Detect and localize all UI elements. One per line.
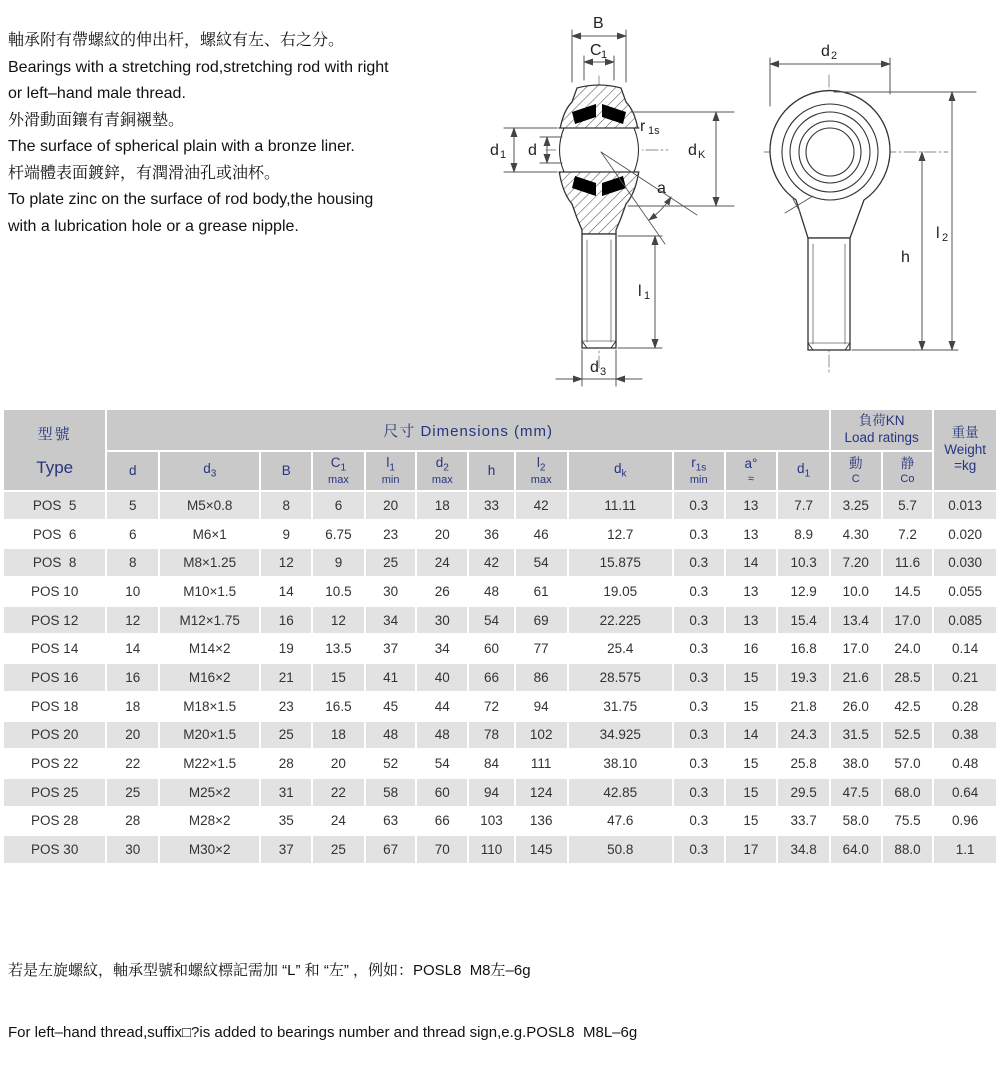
- table-row: [3, 491, 997, 520]
- value-cell: 1.1: [933, 835, 997, 864]
- value-cell: 16.8: [777, 634, 830, 663]
- value-cell: 15.875: [568, 548, 673, 577]
- value-cell: 47.6: [568, 807, 673, 836]
- col-header-d1: $d_1$: [777, 451, 830, 491]
- value-cell: 3.25: [830, 491, 882, 520]
- value-cell: 16: [260, 606, 312, 635]
- dim-label-l2-sub: 2: [942, 232, 949, 244]
- value-cell: 25: [106, 778, 159, 807]
- value-cell: 22: [106, 749, 159, 778]
- value-cell: 14: [725, 548, 778, 577]
- value-cell: 24.3: [777, 721, 830, 750]
- value-cell: 8.9: [777, 520, 830, 549]
- col-header-type: [3, 409, 106, 491]
- value-cell: 33.7: [777, 807, 830, 836]
- value-cell: 0.3: [673, 692, 725, 721]
- table-row: [3, 520, 997, 549]
- value-cell: 15: [725, 663, 778, 692]
- value-cell: 20: [106, 721, 159, 750]
- value-cell: 5: [106, 491, 159, 520]
- dim-label-l1-sub: 1: [644, 290, 651, 302]
- value-cell: 70: [416, 835, 468, 864]
- value-cell: 0.085: [933, 606, 997, 635]
- col-header-l2: $l_2$ max: [515, 451, 568, 491]
- value-cell: 0.48: [933, 749, 997, 778]
- dim-label-h: h: [901, 249, 910, 266]
- value-cell: 94: [468, 778, 515, 807]
- value-cell: 46: [515, 520, 568, 549]
- col-header-static-Co: 静 Co: [882, 451, 934, 491]
- value-cell: 0.3: [673, 778, 725, 807]
- value-cell: 28.5: [882, 663, 934, 692]
- value-cell: 17: [725, 835, 778, 864]
- table-row: [3, 749, 997, 778]
- value-cell: 42.85: [568, 778, 673, 807]
- value-cell: 26.0: [830, 692, 882, 721]
- intro-text: [8, 28, 466, 240]
- weight-header-en: Weight: [944, 441, 987, 457]
- table-row: [3, 634, 997, 663]
- value-cell: 42: [468, 548, 515, 577]
- value-cell: M10×1.5: [159, 577, 260, 606]
- dim-label-dk-sub: K: [698, 149, 706, 161]
- value-cell: 67: [365, 835, 417, 864]
- top-section: [0, 0, 1000, 405]
- col-header-l1: $l_1$ min: [365, 451, 417, 491]
- value-cell: 60: [468, 634, 515, 663]
- value-cell: 19.05: [568, 577, 673, 606]
- value-cell: 145: [515, 835, 568, 864]
- value-cell: 37: [260, 835, 312, 864]
- value-cell: 15.4: [777, 606, 830, 635]
- value-cell: 0.3: [673, 577, 725, 606]
- value-cell: M6×1: [159, 520, 260, 549]
- value-cell: 50.8: [568, 835, 673, 864]
- value-cell: 6: [312, 491, 365, 520]
- side-view-drawing: [764, 43, 976, 372]
- type-header-en: Type: [36, 457, 74, 477]
- type-cell: POS 28: [3, 807, 106, 836]
- value-cell: 102: [515, 721, 568, 750]
- value-cell: 0.3: [673, 835, 725, 864]
- value-cell: 48: [365, 721, 417, 750]
- value-cell: 24: [416, 548, 468, 577]
- value-cell: 0.3: [673, 749, 725, 778]
- intro-line: 杆端體表面鍍鋅，有潤滑油孔或油杯。: [8, 164, 281, 182]
- value-cell: 58: [365, 778, 417, 807]
- value-cell: 0.3: [673, 634, 725, 663]
- value-cell: M5×0.8: [159, 491, 260, 520]
- value-cell: 61: [515, 577, 568, 606]
- col-header-dynamic-C: 動 C: [830, 451, 882, 491]
- value-cell: 31.5: [830, 721, 882, 750]
- value-cell: 94: [515, 692, 568, 721]
- dim-label-dk: d: [688, 142, 697, 159]
- value-cell: 31: [260, 778, 312, 807]
- value-cell: 0.013: [933, 491, 997, 520]
- value-cell: 16: [106, 663, 159, 692]
- value-cell: 15: [725, 778, 778, 807]
- value-cell: 10.0: [830, 577, 882, 606]
- value-cell: 11.6: [882, 548, 934, 577]
- value-cell: 34.8: [777, 835, 830, 864]
- value-cell: 0.21: [933, 663, 997, 692]
- intro-line: 軸承附有帶螺紋的伸出杆，螺紋有左、右之分。: [8, 32, 345, 49]
- value-cell: 64.0: [830, 835, 882, 864]
- table-row: [3, 663, 997, 692]
- value-cell: 41: [365, 663, 417, 692]
- type-cell: POS 25: [3, 778, 106, 807]
- dim-label-l2: l: [936, 225, 940, 242]
- value-cell: 10: [106, 577, 159, 606]
- load-header-en: Load ratings: [844, 430, 919, 445]
- footnote-en: For left–hand thread,suffix□?is added to bearings number and thread sign,e.g.POSL8 M8L–6g: [8, 1023, 638, 1041]
- value-cell: 6: [106, 520, 159, 549]
- value-cell: 48: [468, 577, 515, 606]
- value-cell: 14: [106, 634, 159, 663]
- value-cell: 13: [725, 606, 778, 635]
- value-cell: 28: [106, 807, 159, 836]
- value-cell: 54: [468, 606, 515, 635]
- dim-label-C1: C: [590, 42, 602, 59]
- value-cell: M22×1.5: [159, 749, 260, 778]
- value-cell: M16×2: [159, 663, 260, 692]
- col-header-dk: $d_k$: [568, 451, 673, 491]
- value-cell: 52.5: [882, 721, 934, 750]
- value-cell: 31.75: [568, 692, 673, 721]
- type-cell: POS 12: [3, 606, 106, 635]
- table-row: [3, 721, 997, 750]
- value-cell: 15: [725, 749, 778, 778]
- header-row-subcolumns: [3, 451, 997, 491]
- value-cell: 42: [515, 491, 568, 520]
- value-cell: 25: [312, 835, 365, 864]
- value-cell: 8: [106, 548, 159, 577]
- value-cell: 34: [365, 606, 417, 635]
- type-cell: POS 22: [3, 749, 106, 778]
- value-cell: 12: [260, 548, 312, 577]
- value-cell: 72: [468, 692, 515, 721]
- dim-label-d3-sub: 3: [600, 366, 607, 378]
- value-cell: 12.7: [568, 520, 673, 549]
- dim-label-r1s: r: [640, 118, 646, 135]
- value-cell: 0.020: [933, 520, 997, 549]
- value-cell: 34: [416, 634, 468, 663]
- col-group-dimensions: 尺寸 Dimensions (mm): [106, 409, 830, 451]
- value-cell: 25: [365, 548, 417, 577]
- value-cell: M20×1.5: [159, 721, 260, 750]
- value-cell: 58.0: [830, 807, 882, 836]
- type-cell: POS 14: [3, 634, 106, 663]
- value-cell: 18: [416, 491, 468, 520]
- value-cell: 28.575: [568, 663, 673, 692]
- type-cell: POS 6: [3, 520, 106, 549]
- value-cell: 0.3: [673, 606, 725, 635]
- value-cell: 30: [365, 577, 417, 606]
- value-cell: 42.5: [882, 692, 934, 721]
- value-cell: 12: [312, 606, 365, 635]
- value-cell: 78: [468, 721, 515, 750]
- type-cell: POS 18: [3, 692, 106, 721]
- value-cell: 25: [260, 721, 312, 750]
- value-cell: 47.5: [830, 778, 882, 807]
- value-cell: 0.64: [933, 778, 997, 807]
- value-cell: 20: [416, 520, 468, 549]
- intro-line: with a lubrication hole or a grease nipple.: [8, 217, 299, 235]
- value-cell: 14: [725, 721, 778, 750]
- value-cell: 0.030: [933, 548, 997, 577]
- dim-label-d: d: [528, 142, 537, 159]
- dim-label-d2-sub: 2: [831, 50, 838, 62]
- value-cell: 19.3: [777, 663, 830, 692]
- type-cell: POS 8: [3, 548, 106, 577]
- value-cell: 26: [416, 577, 468, 606]
- col-header-weight: [933, 409, 997, 491]
- footnote-zh: 若是左旋螺紋，軸承型號和螺紋標記需加 “L” 和 “左” ，例如：POSL8 M8左–6g: [8, 961, 531, 979]
- value-cell: 37: [365, 634, 417, 663]
- table-row: [3, 692, 997, 721]
- table-row: [3, 807, 997, 836]
- value-cell: 18: [106, 692, 159, 721]
- value-cell: 57.0: [882, 749, 934, 778]
- value-cell: 69: [515, 606, 568, 635]
- value-cell: 88.0: [882, 835, 934, 864]
- value-cell: 52: [365, 749, 417, 778]
- value-cell: 124: [515, 778, 568, 807]
- col-header-B: B: [260, 451, 312, 491]
- value-cell: 19: [260, 634, 312, 663]
- value-cell: M14×2: [159, 634, 260, 663]
- value-cell: 0.055: [933, 577, 997, 606]
- value-cell: 29.5: [777, 778, 830, 807]
- value-cell: 0.3: [673, 520, 725, 549]
- table-row: [3, 577, 997, 606]
- value-cell: M30×2: [159, 835, 260, 864]
- value-cell: 0.3: [673, 491, 725, 520]
- weight-header-unit: =kg: [954, 458, 977, 474]
- value-cell: 68.0: [882, 778, 934, 807]
- col-header-h: h: [468, 451, 515, 491]
- header-row-groups: [3, 409, 997, 451]
- value-cell: 13: [725, 577, 778, 606]
- value-cell: 13.5: [312, 634, 365, 663]
- value-cell: 24.0: [882, 634, 934, 663]
- dim-label-d1-sub: 1: [500, 149, 507, 161]
- value-cell: 54: [416, 749, 468, 778]
- type-cell: POS 30: [3, 835, 106, 864]
- value-cell: 18: [312, 721, 365, 750]
- value-cell: 14: [260, 577, 312, 606]
- value-cell: 15: [312, 663, 365, 692]
- value-cell: 15: [725, 692, 778, 721]
- value-cell: 0.3: [673, 721, 725, 750]
- footnotes: [8, 921, 1000, 1065]
- value-cell: M25×2: [159, 778, 260, 807]
- value-cell: 17.0: [830, 634, 882, 663]
- value-cell: 0.3: [673, 663, 725, 692]
- value-cell: 0.3: [673, 807, 725, 836]
- value-cell: 66: [468, 663, 515, 692]
- value-cell: 33: [468, 491, 515, 520]
- value-cell: 11.11: [568, 491, 673, 520]
- value-cell: 75.5: [882, 807, 934, 836]
- value-cell: 63: [365, 807, 417, 836]
- value-cell: 23: [365, 520, 417, 549]
- value-cell: M12×1.75: [159, 606, 260, 635]
- value-cell: 20: [312, 749, 365, 778]
- type-cell: POS 10: [3, 577, 106, 606]
- front-view-drawing: [490, 15, 734, 386]
- value-cell: 21.6: [830, 663, 882, 692]
- value-cell: 9: [260, 520, 312, 549]
- col-header-d2: $d_2$ max: [416, 451, 468, 491]
- value-cell: 5.7: [882, 491, 934, 520]
- value-cell: 8: [260, 491, 312, 520]
- value-cell: 23: [260, 692, 312, 721]
- value-cell: 40: [416, 663, 468, 692]
- value-cell: 44: [416, 692, 468, 721]
- value-cell: 7.2: [882, 520, 934, 549]
- value-cell: 0.3: [673, 548, 725, 577]
- value-cell: 14.5: [882, 577, 934, 606]
- type-cell: POS 20: [3, 721, 106, 750]
- value-cell: 16: [725, 634, 778, 663]
- weight-header-zh: 重量: [951, 424, 979, 440]
- table-row: [3, 548, 997, 577]
- value-cell: 15: [725, 807, 778, 836]
- value-cell: 136: [515, 807, 568, 836]
- value-cell: 38.10: [568, 749, 673, 778]
- table-row: [3, 606, 997, 635]
- col-group-load-ratings: [830, 409, 933, 451]
- dimensions-table: [2, 408, 998, 865]
- value-cell: 16.5: [312, 692, 365, 721]
- col-header-a: a° ≈: [725, 451, 778, 491]
- value-cell: M18×1.5: [159, 692, 260, 721]
- value-cell: 10.3: [777, 548, 830, 577]
- value-cell: 38.0: [830, 749, 882, 778]
- value-cell: 25.4: [568, 634, 673, 663]
- value-cell: 7.7: [777, 491, 830, 520]
- type-cell: POS 16: [3, 663, 106, 692]
- value-cell: 10.5: [312, 577, 365, 606]
- value-cell: 20: [365, 491, 417, 520]
- table-row: [3, 835, 997, 864]
- intro-line: The surface of spherical plain with a bronze liner.: [8, 138, 355, 155]
- dim-label-d1: d: [490, 142, 499, 159]
- value-cell: 0.28: [933, 692, 997, 721]
- value-cell: 0.96: [933, 807, 997, 836]
- value-cell: 30: [106, 835, 159, 864]
- value-cell: 54: [515, 548, 568, 577]
- dim-label-r1s-sub: 1s: [648, 125, 660, 137]
- table-body: [3, 491, 997, 864]
- value-cell: 60: [416, 778, 468, 807]
- value-cell: 6.75: [312, 520, 365, 549]
- type-cell: POS 5: [3, 491, 106, 520]
- value-cell: M8×1.25: [159, 548, 260, 577]
- intro-line: To plate zinc on the surface of rod body,the housing: [8, 191, 374, 208]
- value-cell: 0.14: [933, 634, 997, 663]
- value-cell: 34.925: [568, 721, 673, 750]
- load-header-zh: 負荷KN: [858, 413, 905, 429]
- col-header-d: d: [106, 451, 159, 491]
- value-cell: 13: [725, 520, 778, 549]
- value-cell: 77: [515, 634, 568, 663]
- value-cell: 24: [312, 807, 365, 836]
- value-cell: 111: [515, 749, 568, 778]
- value-cell: 28: [260, 749, 312, 778]
- intro-line: 外滑動面鑲有青銅襯墊。: [8, 111, 185, 129]
- value-cell: 22.225: [568, 606, 673, 635]
- value-cell: 36: [468, 520, 515, 549]
- table-row: [3, 778, 997, 807]
- value-cell: 0.38: [933, 721, 997, 750]
- value-cell: 48: [416, 721, 468, 750]
- value-cell: 13.4: [830, 606, 882, 635]
- value-cell: 45: [365, 692, 417, 721]
- value-cell: 35: [260, 807, 312, 836]
- value-cell: 13: [725, 491, 778, 520]
- value-cell: 22: [312, 778, 365, 807]
- value-cell: 12: [106, 606, 159, 635]
- value-cell: 17.0: [882, 606, 934, 635]
- value-cell: 9: [312, 548, 365, 577]
- value-cell: 30: [416, 606, 468, 635]
- dim-label-d3: d: [590, 359, 599, 376]
- value-cell: 110: [468, 835, 515, 864]
- dim-label-d2: d: [821, 43, 830, 60]
- type-header-zh: 型號: [37, 425, 72, 443]
- value-cell: M28×2: [159, 807, 260, 836]
- col-header-d3: $d_3$: [159, 451, 260, 491]
- value-cell: 66: [416, 807, 468, 836]
- intro-line: Bearings with a stretching rod,stretching rod with right: [8, 58, 389, 76]
- value-cell: 86: [515, 663, 568, 692]
- value-cell: 4.30: [830, 520, 882, 549]
- col-header-C1: $C_1$ max: [312, 451, 365, 491]
- value-cell: 103: [468, 807, 515, 836]
- col-header-r1s: $r_{1s}$ min: [673, 451, 725, 491]
- value-cell: 84: [468, 749, 515, 778]
- dim-label-a: a: [657, 180, 666, 197]
- value-cell: 25.8: [777, 749, 830, 778]
- value-cell: 21.8: [777, 692, 830, 721]
- intro-line: or left–hand male thread.: [8, 85, 186, 102]
- dim-label-B: B: [593, 15, 604, 32]
- value-cell: 7.20: [830, 548, 882, 577]
- value-cell: 21: [260, 663, 312, 692]
- value-cell: 12.9: [777, 577, 830, 606]
- dim-label-C1-sub: 1: [601, 49, 608, 61]
- dim-label-l1: l: [638, 283, 642, 300]
